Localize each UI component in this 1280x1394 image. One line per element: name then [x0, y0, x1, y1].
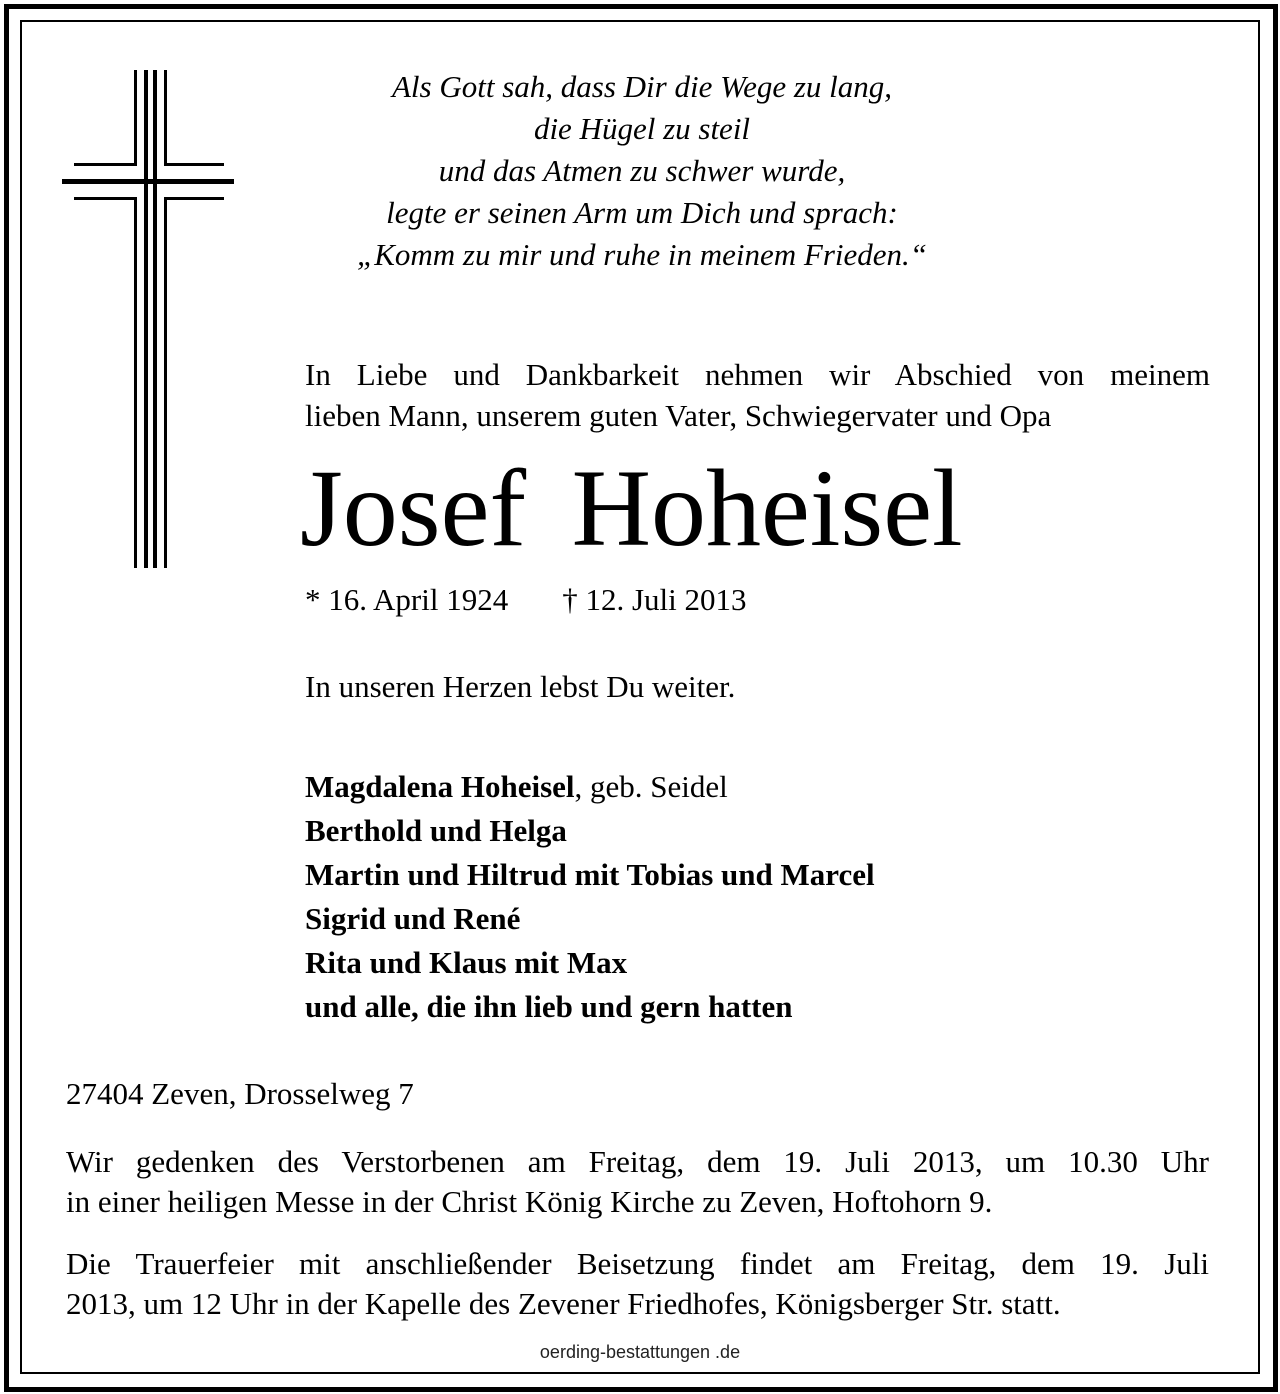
- address: 27404 Zeven, Drosselweg 7: [66, 1076, 414, 1111]
- funeral-line: Die Trauerfeier mit anschließender Beisetzung findet am Freitag, dem 19. Juli: [66, 1246, 1209, 1281]
- family-member: Sigrid und René: [305, 901, 521, 936]
- intro-text: [305, 354, 1210, 436]
- funeral-line: 2013, um 12 Uhr in der Kapelle des Zevener Friedhofes, Königsberger Str. statt.: [66, 1286, 1061, 1321]
- cross-icon: [62, 70, 234, 568]
- funeral-notice: [66, 1244, 1209, 1324]
- mass-line: in einer heiligen Messe in der Christ König Kirche zu Zeven, Hoftohorn 9.: [66, 1184, 993, 1219]
- mass-line: Wir gedenken des Verstorbenen am Freitag, dem 19. Juli 2013, um 10.30 Uhr: [66, 1144, 1209, 1179]
- birth-date: * 16. April 1924: [305, 582, 509, 617]
- family-member-suffix: , geb. Seidel: [574, 769, 728, 804]
- death-date: † 12. Juli 2013: [562, 582, 747, 617]
- family-member: Rita und Klaus mit Max: [305, 945, 628, 980]
- poem-line: Als Gott sah, dass Dir die Wege zu lang,: [391, 69, 893, 104]
- poem-line: „Komm zu mir und ruhe in meinem Frieden.“: [356, 237, 928, 272]
- poem-line: die Hügel zu steil: [533, 111, 751, 146]
- poem-line: und das Atmen zu schwer wurde,: [438, 153, 846, 188]
- family-member: Martin und Hiltrud mit Tobias und Marcel: [305, 857, 875, 892]
- poem-line: legte er seinen Arm um Dich und sprach:: [386, 195, 898, 230]
- deceased-name: Josef Hoheisel: [300, 447, 963, 569]
- family-member-name: Magdalena Hoheisel: [305, 769, 575, 804]
- family-member: und alle, die ihn lieb und gern hatten: [305, 989, 793, 1024]
- family-list: [305, 765, 875, 1029]
- mass-notice: [66, 1142, 1209, 1222]
- poem: [280, 66, 1004, 276]
- closing-line: In unseren Herzen lebst Du weiter.: [305, 669, 736, 704]
- intro-line: lieben Mann, unserem guten Vater, Schwiegervater und Opa: [305, 398, 1052, 433]
- family-member: Berthold und Helga: [305, 813, 567, 848]
- life-dates: [305, 580, 747, 620]
- family-member: [305, 765, 875, 809]
- intro-line: In Liebe und Dankbarkeit nehmen wir Abschied von meinem: [305, 357, 1210, 392]
- footer-source: oerding-bestattungen .de: [539, 1342, 741, 1362]
